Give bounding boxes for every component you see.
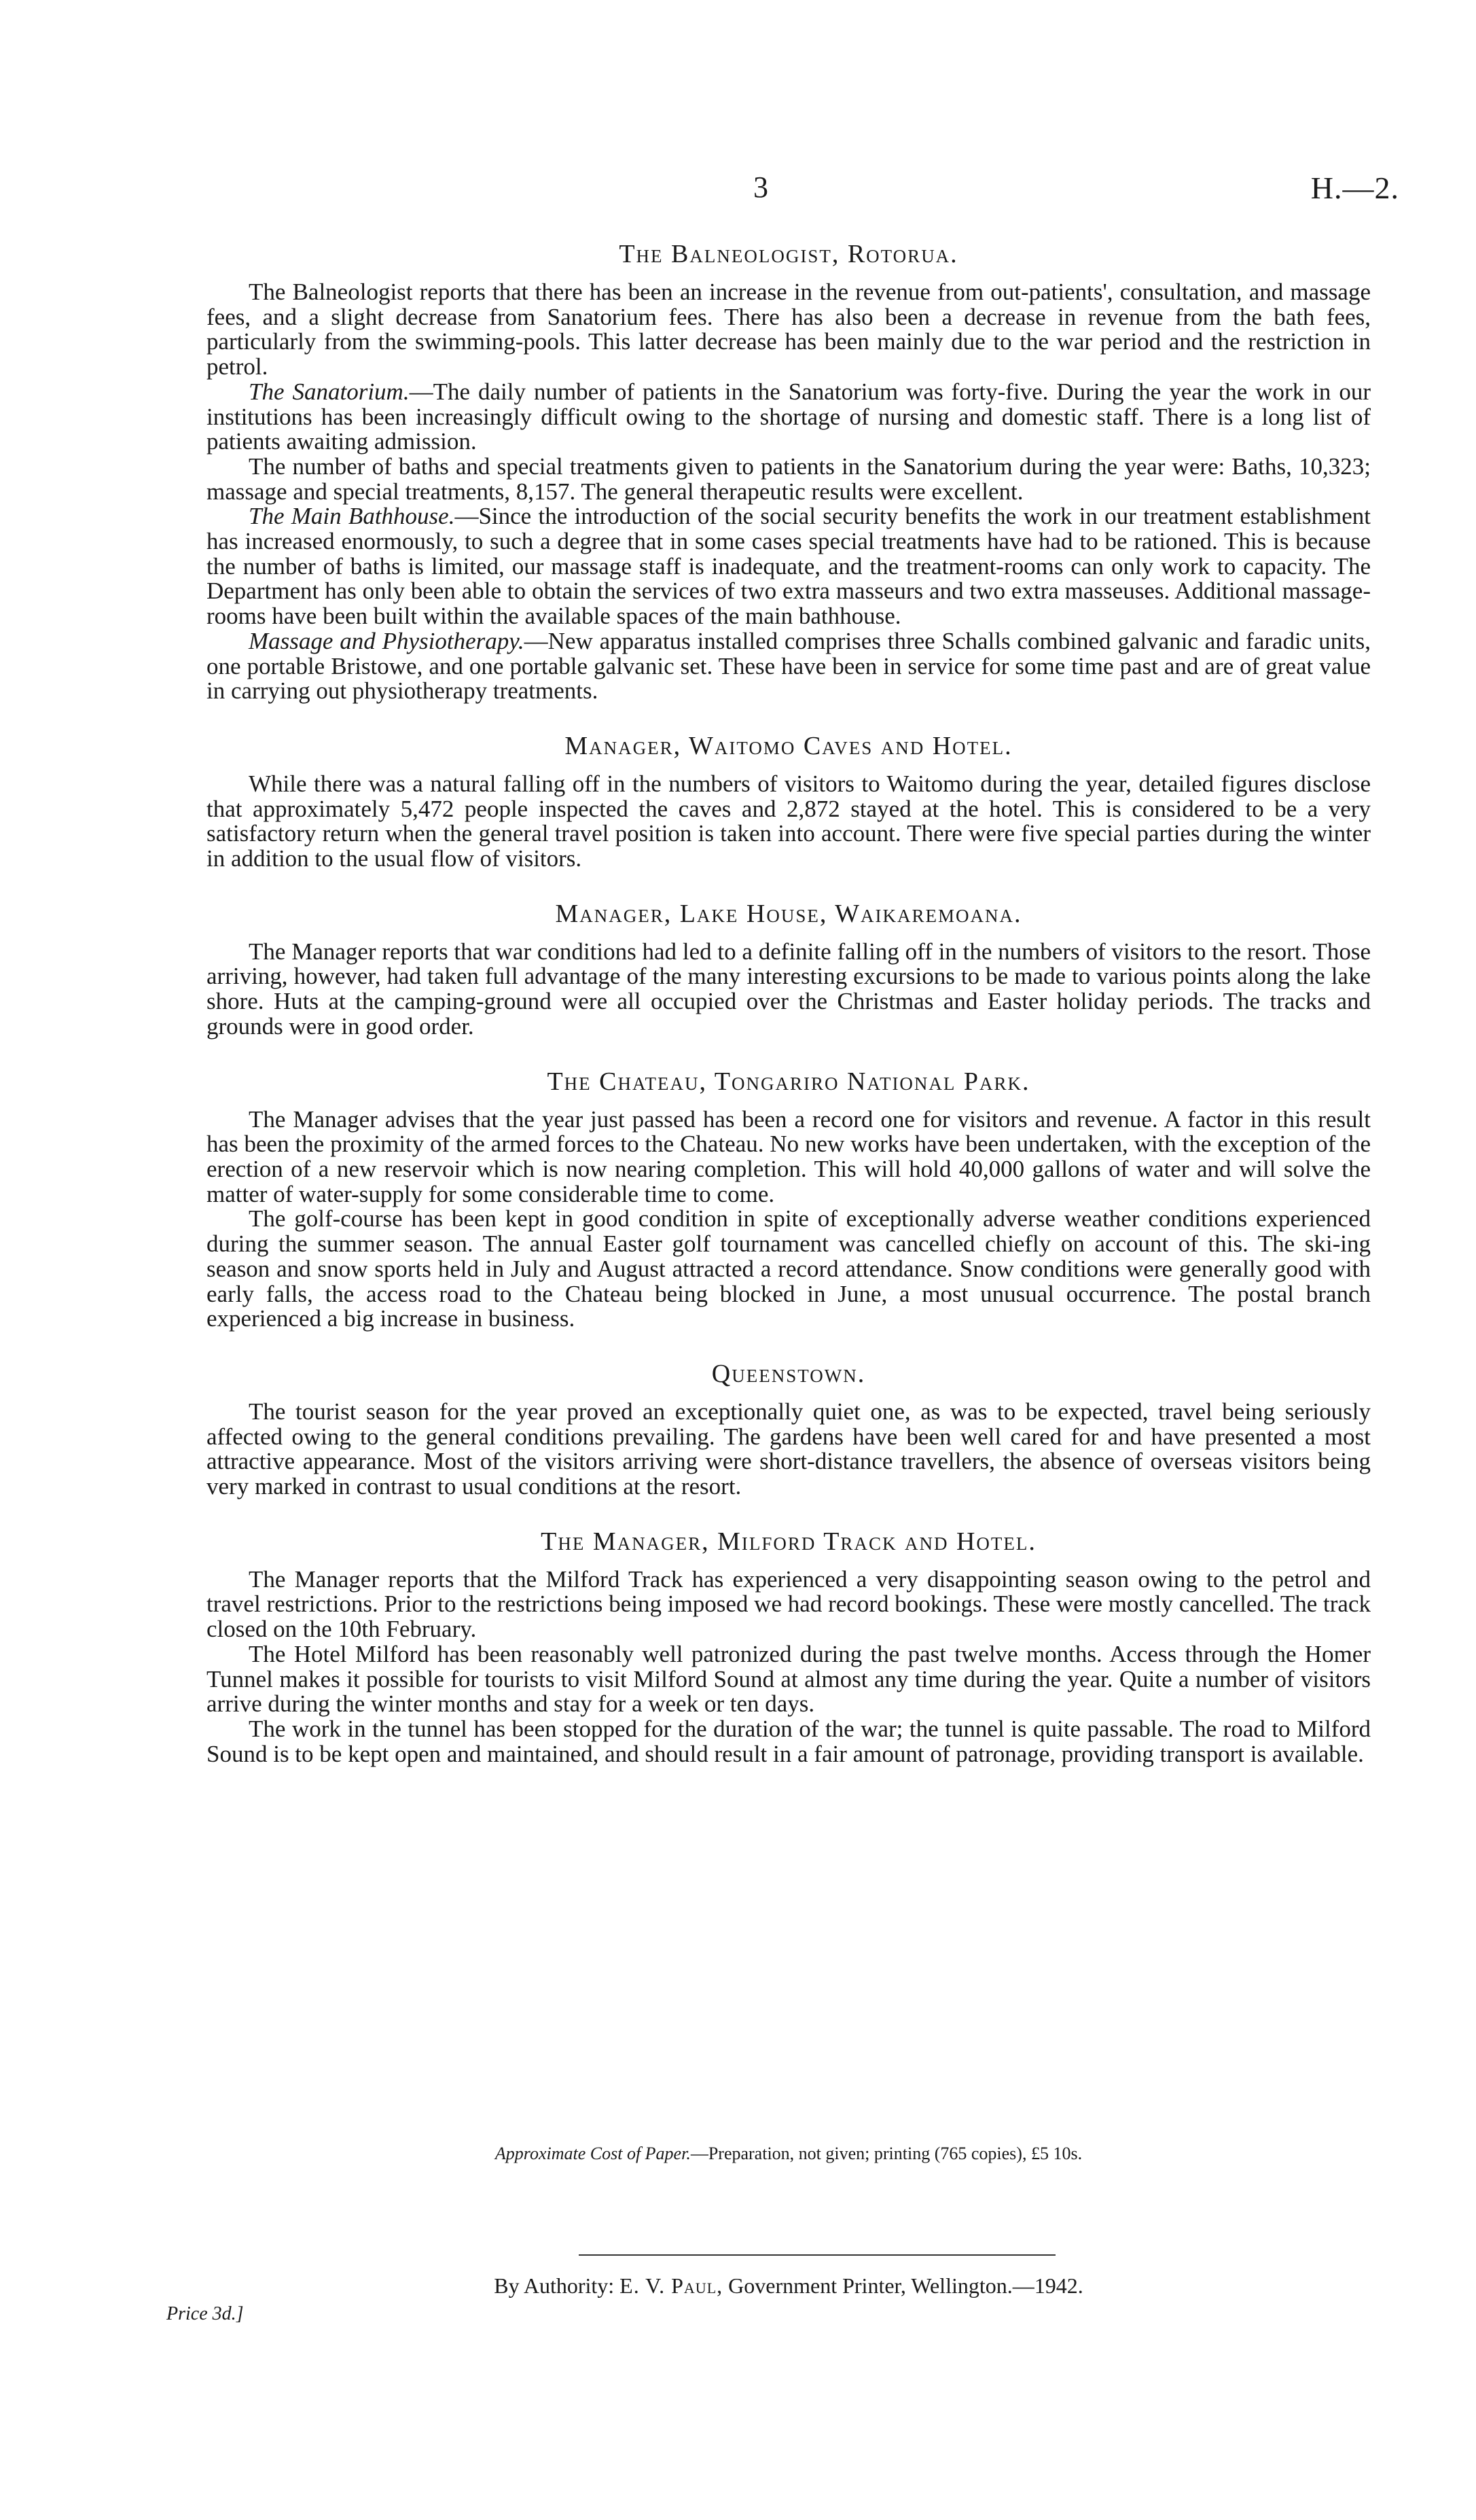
- paragraph-text: The Manager reports that war conditions had led to a definite falling off in the numbers of visitors to the resort. Those arriving, however, had taken full advantage of the many interesting excursions to be made to various points along the lake shore. Huts at the camping-ground were all occupied over the Christmas and Easter holiday periods. The tracks and grounds were in good order.: [206, 938, 1371, 1040]
- authority-suffix: Government Printer, Wellington.—1942.: [728, 2273, 1083, 2298]
- paragraph: [206, 1400, 1371, 1499]
- paragraph: [206, 1207, 1371, 1332]
- paragraph: [206, 940, 1371, 1040]
- paragraph: [206, 1107, 1371, 1207]
- section-heading: The Chateau, Tongariro National Park.: [547, 1067, 1030, 1096]
- paragraph: [206, 504, 1371, 629]
- printer-name: E. V. Paul,: [619, 2273, 723, 2298]
- report-section: [206, 239, 1371, 704]
- price: Price 3d.]: [166, 2303, 244, 2324]
- report-section: [206, 899, 1371, 1040]
- report-section: [206, 731, 1371, 872]
- paragraph-text: The Manager reports that the Milford Track has experienced a very disappointing season owing to the petrol and travel restrictions. Prior to the restrictions being imposed we had record bookings. These were mostly cancelled. The track closed on the 10th February.: [206, 1565, 1371, 1643]
- paragraph-text: —New apparatus installed comprises three Schalls combined galvanic and faradic units, one portable Bristowe, and one portable galvanic set. These have been in service for some time past and are of great value in carrying out physiotherapy treatments.: [206, 627, 1371, 705]
- paragraph-lead: Massage and Physiotherapy.: [249, 627, 524, 654]
- paragraph-text: The tourist season for the year proved an exceptionally quiet one, as was to be expected, travel being seriously affected owing to the general conditions prevailing. The gardens have been well cared for and have presented a most attractive appearance. Most of the visitors arriving were short-distance travellers, the absence of overseas visitors being very marked in contrast to usual conditions at the resort.: [206, 1398, 1371, 1500]
- authority-prefix: By Authority:: [494, 2273, 615, 2298]
- paragraph-text: The work in the tunnel has been stopped for the duration of the war; the tunnel is quite passable. The road to Milford Sound is to be kept open and maintained, and should result in a fair amount of patronage, providing transport is available.: [206, 1715, 1371, 1767]
- paragraph: [206, 629, 1371, 704]
- section-heading: The Balneologist, Rotorua.: [619, 240, 958, 268]
- paragraph-text: —The daily number of patients in the Sanatorium was forty-five. During the year the work in our institutions has been increasingly difficult owing to the shortage of nursing and domestic staff. There is a long list of patients awaiting admission.: [206, 378, 1371, 455]
- paragraph: [206, 1717, 1371, 1767]
- paragraph: [206, 452, 1371, 505]
- section-heading: Manager, Waitomo Caves and Hotel.: [564, 731, 1013, 760]
- authority-line: [206, 2273, 1371, 2299]
- document-reference: H.—2.: [1310, 171, 1399, 205]
- paragraph-lead: The Sanatorium.: [249, 378, 410, 405]
- paragraph-text: —Since the introduction of the social security benefits the work in our treatment establishment has increased enormously, to such a degree that in some cases special treatments have had to be rationed. This is because the number of baths is limited, our massage staff is inadequate, and the treatment-rooms can only work to capacity. The Department has only been able to obtain the services of two extra masseurs and two extra masseuses. Additional massage-rooms have been built within the available spaces of the main bathhouse.: [206, 503, 1371, 630]
- paragraph-lead: The Main Bathhouse.: [249, 503, 455, 530]
- paragraph: [206, 772, 1371, 872]
- section-heading: Manager, Lake House, Waikaremoana.: [555, 899, 1022, 928]
- paragraph: [206, 1567, 1371, 1642]
- paragraph-text: The Manager advises that the year just passed has been a record one for visitors and revenue. A factor in this result has been the proximity of the armed forces to the Chateau. No new works have been undertaken, with the exception of the erection of a new reservoir which is now nearing completion. This will hold 40,000 gallons of water and will solve the matter of water-supply for some considerable time to come.: [206, 1105, 1371, 1207]
- paragraph-text: The Hotel Milford has been reasonably well patronized during the past twelve months. Access through the Homer Tunnel makes it possible for tourists to visit Milford Sound at almost any time during the year. Quite a number of visitors arrive during the winter months and stay for a week or ten days.: [206, 1640, 1371, 1718]
- paragraph-text: The number of baths and special treatments given to patients in the Sanatorium during the year were: Baths, 10,323; massage and special treatments, 8,157. The general therapeutic results were excellent.: [206, 452, 1371, 505]
- report-section: [206, 1527, 1371, 1767]
- paragraph-text: The Balneologist reports that there has been an increase in the revenue from out-patients', consultation, and massage fees, and a slight decrease from Sanatorium fees. There has also been a decrease in revenue from the bath fees, particularly from the swimming-pools. This latter decrease has been mainly due to the war period and the restriction in petrol.: [206, 279, 1371, 380]
- paragraph-text: While there was a natural falling off in the numbers of visitors to Waitomo during the year, detailed figures disclose that approximately 5,472 people inspected the caves and 2,872 stayed at the hotel. This is considered to be a very satisfactory return when the general travel position is taken into account. There were five special parties during the winter in addition to the usual flow of visitors.: [206, 770, 1371, 872]
- section-heading: Queenstown.: [711, 1359, 866, 1388]
- paragraph: [206, 1642, 1371, 1717]
- paragraph-text: The golf-course has been kept in good condition in spite of exceptionally adverse weather conditions experienced during the summer season. The annual Easter golf tournament was cancelled chiefly on account of this. The ski-ing season and snow sports held in July and August attracted a record attendance. Snow conditions were generally good with early falls, the access road to the Chateau being blocked in June, a most unusual occurrence. The postal branch experienced a big increase in business.: [206, 1205, 1371, 1332]
- page-number: 3: [753, 171, 768, 204]
- cost-text: —Preparation, not given; printing (765 copies), £5 10s.: [690, 2144, 1083, 2163]
- section-heading: The Manager, Milford Track and Hotel.: [541, 1527, 1037, 1556]
- footer-rule: [579, 2254, 1056, 2256]
- paragraph: [206, 280, 1371, 380]
- paragraph: [206, 380, 1371, 455]
- cost-label: Approximate Cost of Paper.: [494, 2144, 691, 2163]
- cost-of-paper-note: [206, 2144, 1371, 2164]
- report-section: [206, 1067, 1371, 1332]
- report-body: [206, 239, 1371, 1794]
- report-section: [206, 1359, 1371, 1499]
